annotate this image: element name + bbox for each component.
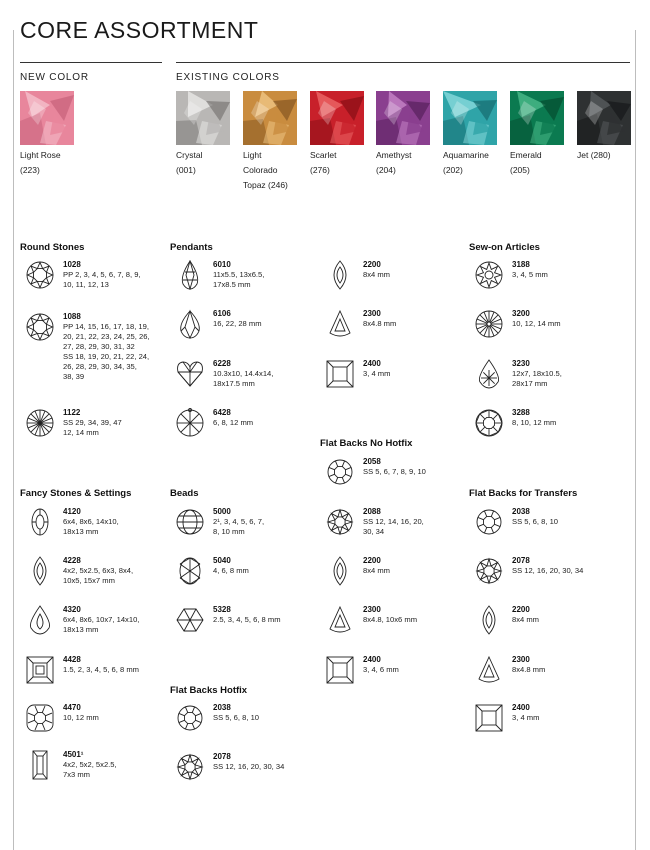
product-code: 4120 bbox=[63, 507, 81, 516]
star-flatback-icon bbox=[474, 556, 504, 591]
product-item bbox=[474, 260, 614, 304]
new-color-label: NEW COLOR bbox=[20, 72, 89, 83]
product-code: 2038 bbox=[512, 507, 530, 516]
round-flatback-icon bbox=[474, 507, 504, 542]
oval-stone-icon bbox=[25, 507, 55, 542]
product-item bbox=[175, 507, 315, 551]
navette-icon bbox=[474, 605, 504, 640]
round-pendant-icon bbox=[175, 408, 205, 443]
round-flatback-icon bbox=[175, 703, 205, 738]
rivoli-icon bbox=[25, 408, 55, 443]
product-sizes: SS 5, 6, 7, 8, 9, 10 bbox=[363, 467, 426, 476]
product-sizes: PP 14, 15, 16, 17, 18, 19, 20, 21, 22, 23, 24, 25, 26, 27, 28, 29, 30, 31, 32 SS 18, 19, 20, 21, 22, 24, 26, 28, 29, 30, 34, 35, 38, 39 bbox=[63, 322, 150, 381]
round-flatback-icon bbox=[325, 457, 355, 492]
product-sizes: SS 5, 6, 8, 10 bbox=[512, 517, 559, 526]
product-item bbox=[175, 556, 315, 600]
drop-icon bbox=[325, 309, 355, 344]
pear-icon bbox=[25, 605, 55, 640]
product-code: 4470 bbox=[63, 703, 81, 712]
product-sizes: 8x4.8 mm bbox=[363, 319, 397, 328]
briolette-icon bbox=[175, 260, 205, 295]
existing-colors-rule bbox=[176, 62, 630, 63]
sew-on-star-icon bbox=[474, 260, 504, 295]
pear-pendant-icon bbox=[175, 309, 205, 344]
product-item bbox=[25, 655, 165, 699]
product-item bbox=[474, 556, 614, 600]
product-item bbox=[474, 359, 614, 403]
product-item bbox=[325, 457, 465, 501]
color-name: Light Rose (223) bbox=[20, 150, 61, 175]
drop-icon bbox=[325, 605, 355, 640]
product-code: 6106 bbox=[213, 309, 231, 318]
product-sizes: 10.3x10, 14.4x14, 18x17.5 mm bbox=[213, 369, 274, 388]
color-name: Amethyst (204) bbox=[376, 150, 412, 175]
product-sizes: 8x4 mm bbox=[512, 615, 540, 624]
section-heading-flat-backs-transfers: Flat Backs for Transfers bbox=[469, 488, 578, 499]
square-icon bbox=[474, 703, 504, 738]
product-sizes: 3, 4 mm bbox=[512, 713, 540, 722]
navette-icon bbox=[325, 260, 355, 295]
color-name: Scarlet (276) bbox=[310, 150, 337, 175]
product-item bbox=[474, 408, 614, 452]
product-code: 2078 bbox=[512, 556, 530, 565]
product-sizes: PP 2, 3, 4, 5, 6, 7, 8, 9, 10, 11, 12, 13 bbox=[63, 270, 141, 289]
product-sizes: 6x4, 8x6, 14x10, 18x13 mm bbox=[63, 517, 119, 536]
product-code: 4428 bbox=[63, 655, 81, 664]
product-item bbox=[474, 605, 614, 649]
color-swatch bbox=[243, 91, 297, 145]
product-item bbox=[325, 556, 465, 600]
product-sizes: 3, 4, 5 mm bbox=[512, 270, 548, 279]
navette-icon bbox=[325, 556, 355, 591]
product-sizes: 1.5, 2, 3, 4, 5, 6, 8 mm bbox=[63, 665, 139, 674]
product-sizes: 8x4.8 mm bbox=[512, 665, 546, 674]
product-code: 1028 bbox=[63, 260, 81, 269]
product-sizes: 6, 8, 12 mm bbox=[213, 418, 254, 427]
product-item bbox=[325, 260, 465, 304]
product-sizes: SS 12, 16, 20, 30, 34 bbox=[512, 566, 584, 575]
color-swatch bbox=[443, 91, 497, 145]
square-stone-icon bbox=[25, 655, 55, 690]
square-icon bbox=[325, 655, 355, 690]
product-item bbox=[175, 703, 315, 747]
star-flatback-icon bbox=[175, 752, 205, 787]
color-swatch bbox=[376, 91, 430, 145]
product-code: 2200 bbox=[512, 605, 530, 614]
color-name: Emerald (205) bbox=[510, 150, 542, 175]
section-heading-fancy-stones: Fancy Stones & Settings bbox=[20, 488, 132, 499]
product-code: 1122 bbox=[63, 408, 81, 417]
product-code: 3230 bbox=[512, 359, 530, 368]
new-color-rule bbox=[20, 62, 162, 63]
product-code: 2300 bbox=[512, 655, 530, 664]
page-border-left bbox=[13, 30, 14, 850]
product-code: 2400 bbox=[363, 655, 381, 664]
round-stone-icon bbox=[25, 260, 55, 295]
baguette-icon bbox=[25, 750, 55, 785]
color-name: Light Colorado Topaz (246) bbox=[243, 150, 288, 190]
section-heading-beads: Beads bbox=[170, 488, 199, 499]
product-code: 2088 bbox=[363, 507, 381, 516]
square-icon bbox=[325, 359, 355, 394]
product-item bbox=[325, 309, 465, 353]
product-item bbox=[325, 655, 465, 699]
product-sizes: 12x7, 18x10.5, 28x17 mm bbox=[512, 369, 562, 388]
product-code: 4320 bbox=[63, 605, 81, 614]
product-item bbox=[474, 655, 614, 699]
section-heading-flat-backs-no-hotfix: Flat Backs No Hotfix bbox=[320, 438, 413, 449]
product-sizes: SS 5, 6, 8, 10 bbox=[213, 713, 260, 722]
product-sizes: 6x4, 8x6, 10x7, 14x10, 18x13 mm bbox=[63, 615, 140, 634]
product-sizes: 2.5, 3, 4, 5, 6, 8 mm bbox=[213, 615, 281, 624]
product-item bbox=[175, 408, 315, 452]
color-swatch bbox=[310, 91, 364, 145]
product-item bbox=[25, 703, 165, 747]
cushion-icon bbox=[25, 703, 55, 738]
product-sizes: 8x4.8, 10x6 mm bbox=[363, 615, 418, 624]
product-code: 3200 bbox=[512, 309, 530, 318]
navette-icon bbox=[25, 556, 55, 591]
product-sizes: 4x2, 5x2, 5x2.5, 7x3 mm bbox=[63, 760, 117, 779]
product-sizes: 11x5.5, 13x6.5, 17x8.5 mm bbox=[213, 270, 265, 289]
product-code: 3188 bbox=[512, 260, 530, 269]
heart-icon bbox=[175, 359, 205, 394]
product-item bbox=[325, 605, 465, 649]
product-item bbox=[25, 750, 165, 794]
product-sizes: 8, 10, 12 mm bbox=[512, 418, 557, 427]
product-item bbox=[474, 507, 614, 551]
product-code: 2078 bbox=[213, 752, 231, 761]
product-item bbox=[25, 408, 165, 452]
product-item bbox=[25, 312, 165, 381]
product-sizes: SS 29, 34, 39, 47 12, 14 mm bbox=[63, 418, 122, 437]
product-item bbox=[474, 309, 614, 353]
product-code: 2300 bbox=[363, 605, 381, 614]
product-sizes: 2¹, 3, 4, 5, 6, 7, 8, 10 mm bbox=[213, 517, 265, 536]
product-sizes: 4, 6, 8 mm bbox=[213, 566, 249, 575]
rondelle-icon bbox=[175, 556, 205, 591]
color-name: Crystal (001) bbox=[176, 150, 203, 175]
product-sizes: 10, 12 mm bbox=[63, 713, 99, 722]
product-code: 5328 bbox=[213, 605, 231, 614]
product-item bbox=[25, 605, 165, 649]
product-code: 6228 bbox=[213, 359, 231, 368]
product-sizes: 3, 4, 6 mm bbox=[363, 665, 399, 674]
product-sizes: 8x4 mm bbox=[363, 566, 391, 575]
product-item bbox=[175, 605, 315, 649]
color-swatch bbox=[577, 91, 631, 145]
color-name: Aquamarine (202) bbox=[443, 150, 489, 175]
color-swatch bbox=[176, 91, 230, 145]
existing-colors-label: EXISTING COLORS bbox=[176, 72, 280, 83]
product-code: 5000 bbox=[213, 507, 231, 516]
product-code: 4228 bbox=[63, 556, 81, 565]
sew-on-drop-icon bbox=[474, 359, 504, 394]
product-sizes: 16, 22, 28 mm bbox=[213, 319, 262, 328]
product-code: 2038 bbox=[213, 703, 231, 712]
product-sizes: 10, 12, 14 mm bbox=[512, 319, 561, 328]
product-item bbox=[175, 359, 315, 403]
product-sizes: 4x2, 5x2.5, 6x3, 8x4, 10x5, 15x7 mm bbox=[63, 566, 134, 585]
round-bead-icon bbox=[175, 507, 205, 542]
product-code: 2200 bbox=[363, 556, 381, 565]
product-code: 5040 bbox=[213, 556, 231, 565]
bicone-icon bbox=[175, 605, 205, 640]
product-sizes: 3, 4 mm bbox=[363, 369, 391, 378]
product-sizes: SS 12, 16, 20, 30, 34 bbox=[213, 762, 285, 771]
drop-icon bbox=[474, 655, 504, 690]
product-item bbox=[325, 359, 465, 403]
product-item bbox=[25, 507, 165, 551]
round-stone-icon bbox=[25, 312, 55, 347]
section-heading-sew-on: Sew-on Articles bbox=[469, 242, 540, 253]
product-item bbox=[175, 752, 315, 796]
section-heading-pendants: Pendants bbox=[170, 242, 213, 253]
color-swatch bbox=[20, 91, 74, 145]
product-code: 1088 bbox=[63, 312, 81, 321]
page-title: CORE ASSORTMENT bbox=[20, 17, 259, 44]
sew-on-round-icon bbox=[474, 309, 504, 344]
product-item bbox=[25, 556, 165, 600]
product-code: 6428 bbox=[213, 408, 231, 417]
color-name: Jet (280) bbox=[577, 150, 611, 160]
product-code: 2400 bbox=[363, 359, 381, 368]
product-item bbox=[25, 260, 165, 304]
product-code: 3288 bbox=[512, 408, 530, 417]
product-item bbox=[325, 507, 465, 551]
product-code: 2300 bbox=[363, 309, 381, 318]
section-heading-flat-backs-hotfix: Flat Backs Hotfix bbox=[170, 685, 248, 696]
product-item bbox=[175, 309, 315, 353]
product-code: 6010 bbox=[213, 260, 231, 269]
product-code: 2200 bbox=[363, 260, 381, 269]
product-sizes: 8x4 mm bbox=[363, 270, 391, 279]
product-sizes: SS 12, 14, 16, 20, 30, 34 bbox=[363, 517, 424, 536]
star-flatback-icon bbox=[325, 507, 355, 542]
sew-on-rose-icon bbox=[474, 408, 504, 443]
product-code: 4501¹ bbox=[63, 750, 84, 759]
product-code: 2058 bbox=[363, 457, 381, 466]
section-heading-round-stones: Round Stones bbox=[20, 242, 85, 253]
product-code: 2400 bbox=[512, 703, 530, 712]
product-item bbox=[474, 703, 614, 747]
product-item bbox=[175, 260, 315, 304]
color-swatch bbox=[510, 91, 564, 145]
